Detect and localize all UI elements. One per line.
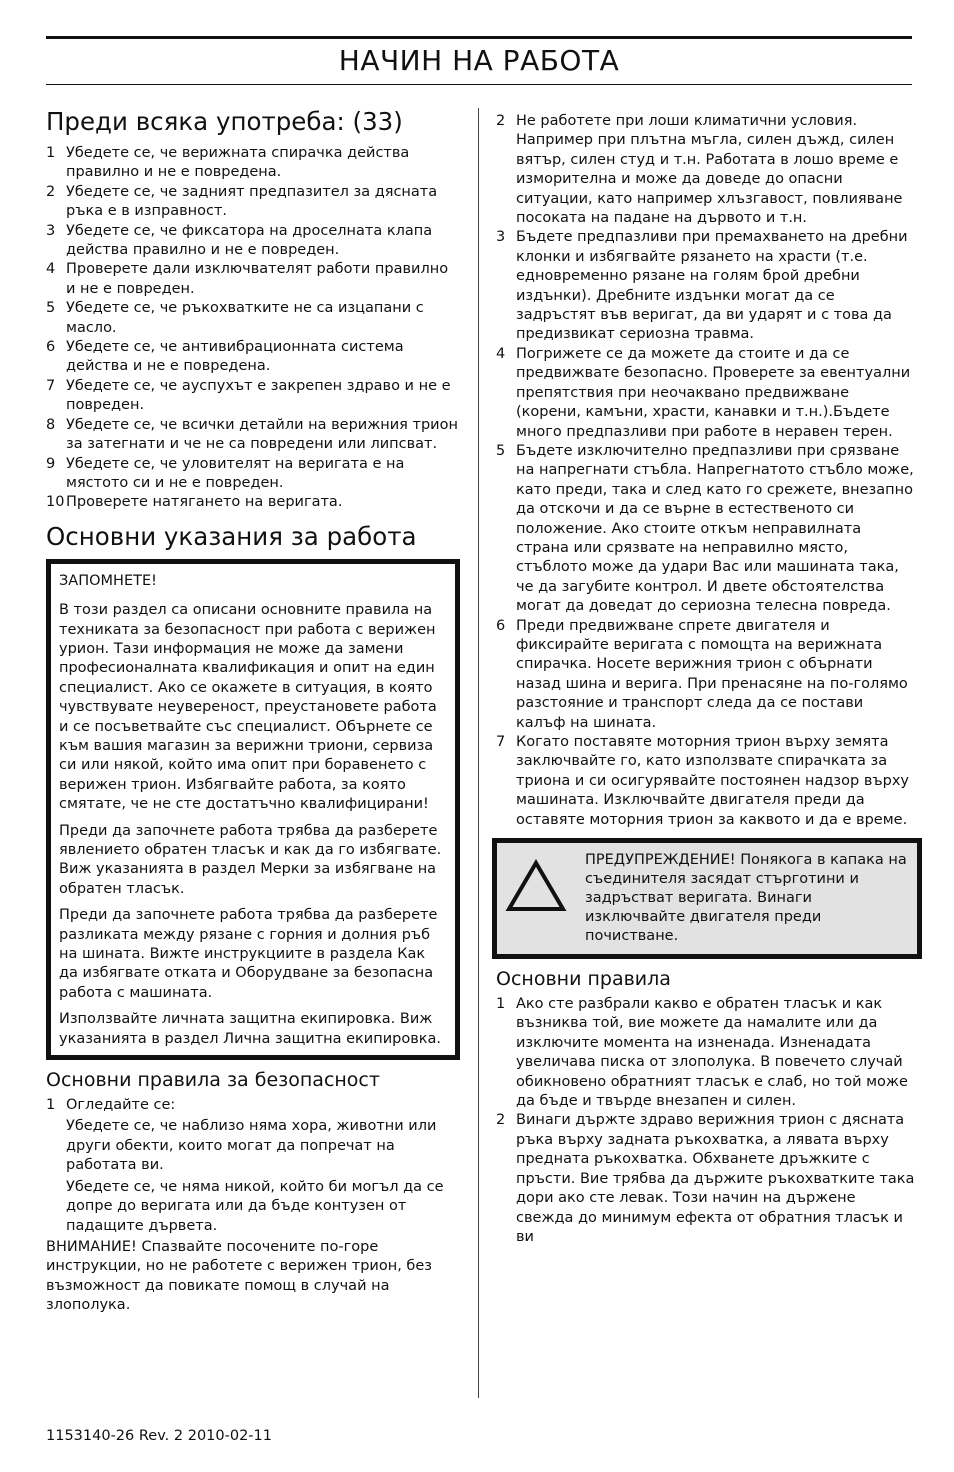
warning-box (492, 838, 922, 959)
list-item (496, 995, 916, 1111)
item-number: 7 (496, 734, 506, 750)
safety-subparagraph: Убедете се, че няма никой, който би могъл да се допре до веригата или да бъде контузен от падащите дървета. (66, 1178, 444, 1234)
item-text: Убедете се, че уловителят на веригата е на мястото си и не е повреден. (66, 455, 405, 491)
item-text: Проверете натягането на веригата. (66, 494, 343, 511)
item-number: 4 (496, 345, 506, 362)
safety-list-continued (496, 112, 916, 830)
item-text: Убедете се, че задният предпазител за дясната ръка е в изправност. (66, 183, 438, 220)
item-text: Погрижете се да можете да стоите и да се предвижвате безопасно. Проверете за евентуални препятствия при неочаквано предвижване (корени, камъни, храсти, канавки и т.н.).Бъдете много предпазливи при работе в неравен терен. (516, 345, 911, 440)
item-text: Убедете се, че всички детайли на верижния трион за затегнати и че не са повредени или липсват. (66, 416, 458, 453)
page-header (46, 36, 912, 85)
warning-text: ПРЕДУПРЕЖДЕНИЕ! Понякога в капака на съединителя засядат стърготини и задръстват веригата. Винаги изключвайте двигателя преди почистване. (585, 852, 907, 945)
item-text: Не работете при лоши климатични условия. Например при плътна мъгла, силен дъжд, силен вятър, силен студ и т.н. Работата в лошо време е изморителна и може да доведе до опасни ситуации, като например хлъзгавост, повлияване посоката на падане на дървото и т.н. (516, 113, 903, 227)
list-item (46, 338, 460, 377)
item-text: Убедете се, че фиксатора на дроселната клапа действа правилно и не е повреден. (66, 222, 433, 259)
list-item (496, 733, 916, 830)
list-item (496, 1111, 916, 1247)
item-text: Когато поставяте моторния трион върху земята заключвайте го, като използвате спирачката за триона и си осигурявайте постоянен надзор върху машината. Изключвайте двигателя преди да оставяте моторния трион за каквото и да е време. (516, 734, 909, 828)
list-item (46, 222, 460, 261)
list-item (496, 617, 916, 733)
item-number: 9 (46, 455, 56, 472)
remember-paragraph: Преди да започнете работа трябва да разберете разликата между рязане с горния и долния ръб на шината. Вижте инструкциите в раздела Как да избягвате отката и Оборудване за безопасна работа с машината. (59, 907, 438, 1001)
list-item (496, 112, 916, 228)
before-use-list (46, 144, 460, 513)
basic-rules-list (496, 995, 916, 1247)
list-item (46, 493, 460, 512)
item-number: 7 (46, 377, 56, 394)
warning-icon (505, 851, 585, 946)
list-item (46, 183, 460, 222)
remember-paragraph: Използвайте личната защитна екипировка. Виж указанията в раздел Лична защитна екипировка. (59, 1011, 442, 1047)
safety-heading: Основни правила за безопасност (46, 1069, 380, 1092)
item-number: 1 (46, 145, 56, 161)
item-number: 4 (46, 261, 56, 278)
page-title: НАЧИН НА РАБОТА (338, 44, 620, 77)
basic-rules-heading: Основни правила (496, 968, 671, 991)
item-number: 5 (46, 300, 56, 317)
list-item (46, 299, 460, 338)
remember-box (46, 559, 460, 1060)
item-text: Винаги държте здраво верижния трион с дясната ръка върху задната ръкохватка, а лявата върху предната ръкохватка. Обхванете дръжките с пръсти. Вие трябва да държите ръкохватките така дори ако сте левак. Този начин на държене свежда до минимум ефекта от обратния тласък и ви (516, 1112, 915, 1245)
safety-list (46, 1096, 460, 1115)
item-number: 2 (496, 1112, 506, 1129)
item-number: 8 (46, 416, 56, 433)
right-column (496, 112, 916, 1247)
item-number: 6 (46, 339, 56, 356)
item-text: Преди предвижване спрете двигателя и фиксирайте веригата с помощта на верижната спирачка. Носете верижния трион с обърнати назад шина и верига. При пренасяне на по-голямо разстояние и транспорт следа да се постави калъф на шината. (516, 617, 908, 731)
list-item (46, 455, 460, 494)
item-number: 3 (496, 229, 506, 246)
list-item (46, 144, 460, 183)
item-text: Убедете се, че ръкохватките не са изцапани с масло. (66, 300, 424, 336)
item-text: Огледайте се: (66, 1097, 176, 1114)
list-item (46, 1096, 460, 1115)
remember-paragraph: В този раздел са описани основните правила на техниката за безопасност при работа с верижен урион. Тази информация не може да замени професионалната квалификация и опит на един специалист. Ако се окажете в ситуация, в която чувствувате неувереност, преустановете работа и се посъветвайте със специалист. Обърнете се към вашия магазин за верижни триони, сервиза си или някой, който има опит при боравенето с верижен трион. Избягвайте работа, за която смятате, че не сте достатъчно квалифицирани! (59, 602, 437, 813)
attention-note: ВНИМАНИЕ! Спазвайте посочените по-горе инструкции, но не работете с верижен трион, без възможност да повикате помощ в случай на злополука. (46, 1238, 432, 1314)
item-number: 5 (496, 442, 506, 459)
item-number: 2 (46, 183, 56, 200)
document-code: 1153140-26 Rev. 2 2010-02-11 (46, 1428, 272, 1444)
item-text: Убедете се, че антивибрационната система действа и не е повредена. (66, 339, 404, 375)
list-item (496, 442, 916, 617)
safety-subparagraph: Убедете се, че наблизо няма хора, животни или други обекти, които могат да попречат на работата ви. (66, 1118, 437, 1174)
item-text: Убедете се, че верижната спирачка действа правилно и не е повредена. (66, 145, 410, 181)
basic-instructions-heading: Основни указания за работа (46, 521, 417, 551)
item-number: 1 (46, 1097, 56, 1114)
before-use-heading: Преди всяка употреба: (33) (46, 107, 403, 136)
remember-title: ЗАПОМНЕТЕ! (59, 572, 157, 589)
left-column (46, 106, 460, 1316)
list-item (46, 260, 460, 299)
item-text: Проверете дали изключвателят работи правилно и не е повреден. (66, 261, 449, 297)
list-item (496, 228, 916, 344)
item-text: Бъдете предпазливи при премахването на дребни клонки и избягвайте рязането на храсти (т.е. едновременно рязане на голям брой дребни издънки). Дребните издънки могат да се задръстят във веригат, да ви ударят и с това да предизвикат сериозна травма. (516, 229, 908, 343)
list-item (46, 377, 460, 416)
item-number: 3 (46, 222, 56, 239)
item-text: Ако сте разбрали какво е обратен тласък и как възниква той, вие можете да намалите или да изключите момента на изненада. Изненадата увеличава писка от злополука. В повечето случай обикновено обратният тласък е слаб, но той може да бъде и твърде внезапен и силен. (516, 996, 908, 1110)
item-number: 2 (496, 113, 506, 129)
item-number: 1 (496, 996, 506, 1013)
item-text: Бъдете изключително предпазливи при срязване на напрегнати стъбла. Напрегнатото стъбло може, като преди, така и след като го срежете, внезапно да отскочи и да се върне в естественото си положение. Ако стоите откъм неправилната страна или срязвате на неправилно място, стъблото може да удари Вас или машината така, че да загубите контрол. И двете обстоятелства могат да доведат до сериозна телесна повреда. (516, 442, 914, 615)
remember-paragraph: Преди да започнете работа трябва да разберете явлението обратен тласък и как да го избягвате. Виж указанията в раздел Мерки за избягване на обратен тласък. (59, 822, 442, 897)
item-number: 10 (46, 494, 65, 511)
list-item (496, 345, 916, 442)
item-number: 6 (496, 617, 506, 634)
column-divider (478, 108, 479, 1398)
list-item (46, 416, 460, 455)
item-text: Убедете се, че ауспухът е закрепен здраво и не е повреден. (66, 377, 451, 414)
